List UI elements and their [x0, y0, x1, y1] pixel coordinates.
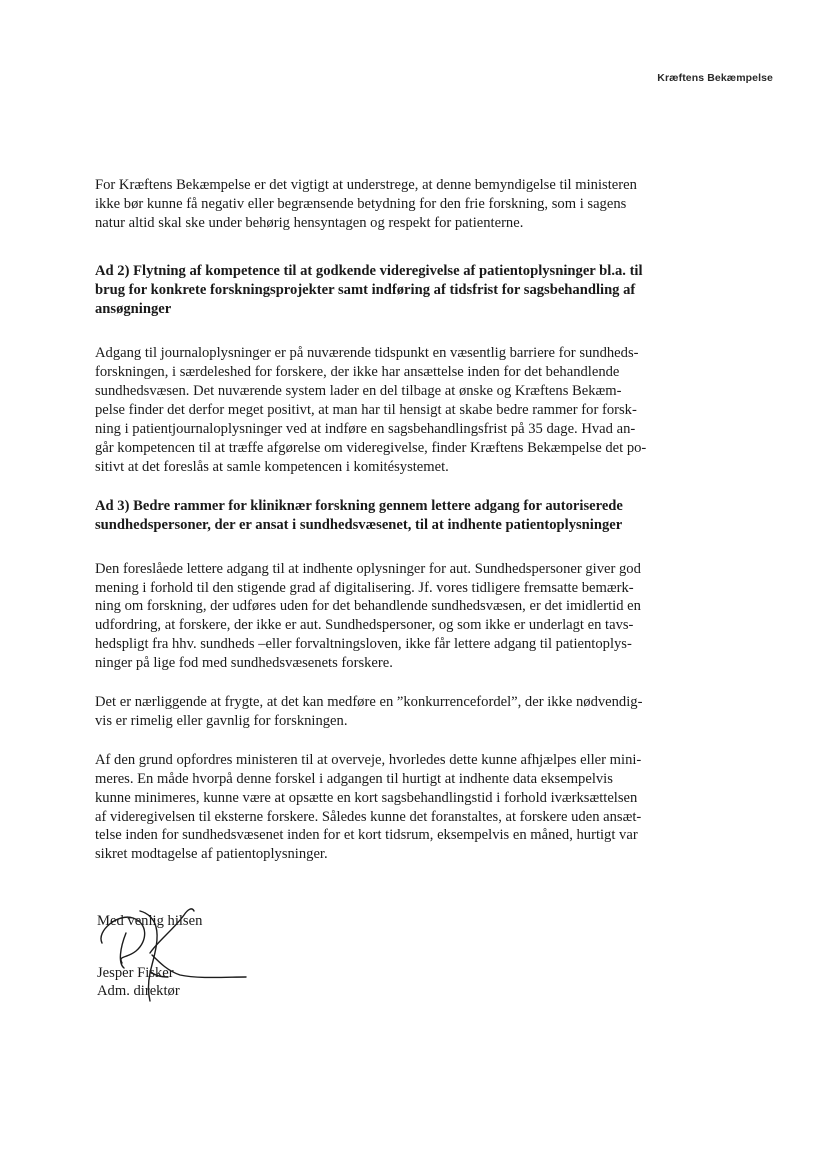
text-line: hedspligt fra hhv. sundheds –eller forvaltningsloven, ikke får lettere adgang til patientoplys- — [95, 636, 632, 653]
organization-header: Kræftens Bekæmpelse — [657, 72, 773, 84]
section-3-paragraph-3 — [95, 751, 707, 864]
heading-line: brug for konkrete forskningsprojekter samt indføring af tidsfrist for sagsbehandling af — [95, 281, 636, 298]
text-line: sikret modtagelse af patientoplysninger. — [95, 846, 328, 863]
text-line: sitivt at det foreslås at samle kompetencen i komitésystemet. — [95, 458, 449, 475]
handwritten-signature-icon — [88, 893, 258, 1003]
text-line: ninger på lige fod med sundhedsvæsenets forskere. — [95, 655, 393, 672]
text-line: telse inden for sundhedsvæsenet inden for et kort tidsrum, eksempelvis en måned, hurtigt var — [95, 827, 638, 844]
section-3-heading — [95, 497, 707, 535]
closing-greeting: Med venlig hilsen — [97, 913, 203, 929]
text-line: For Kræftens Bekæmpelse er det vigtigt at understrege, at denne bemyndigelse til ministeren — [95, 177, 637, 193]
text-line: kunne minimeres, kunne være at opsætte en kort sagsbehandlingstid i forhold iværksættelsen — [95, 789, 638, 806]
text-line: vis er rimelig eller gavnlig for forskningen. — [95, 712, 348, 729]
text-line: ning i patientjournaloplysninger ved at indføre en sagsbehandlingsfrist på 35 dage. Hvad an- — [95, 421, 636, 438]
intro-paragraph — [95, 176, 707, 233]
section-3-paragraph-1 — [95, 560, 707, 673]
letter-body — [95, 176, 707, 884]
text-line: natur altid skal ske under behørig hensyntagen og respekt for patienterne. — [95, 214, 524, 231]
text-line: Den foreslåede lettere adgang til at indhente oplysninger for aut. Sundhedspersoner giver god — [95, 560, 641, 577]
text-line: Det er nærliggende at frygte, at det kan medføre en ”konkurrencefordel”, der ikke nødvendig- — [95, 694, 643, 711]
text-line: meres. En måde hvorpå denne forskel i adgangen til hurtigt at indhente data eksempelvis — [95, 770, 613, 787]
text-line: Adgang til journaloplysninger er på nuværende tidspunkt en væsentlig barriere for sundheds- — [95, 345, 639, 362]
text-line: udfordring, at forskere, der ikke er aut. Sundhedspersoner, og som ikke er underlagt en tavs- — [95, 617, 634, 634]
signer-title: Adm. direktør — [97, 983, 180, 999]
section-3-paragraph-2 — [95, 693, 707, 731]
text-line: ikke bør kunne få negativ eller begrænsende betydning for den frie forskning, som i sagens — [95, 195, 627, 212]
section-2-paragraph — [95, 344, 707, 476]
text-line: Af den grund opfordres ministeren til at overveje, hvorledes dette kunne afhjælpes eller mini- — [95, 751, 642, 768]
heading-line: sundhedspersoner, der er ansat i sundhedsvæsenet, til at indhente patientoplysninger — [95, 516, 623, 533]
section-2-heading — [95, 262, 707, 319]
text-line: går kompetencen til at træffe afgørelse om videregivelse, finder Kræftens Bekæmpelse det po- — [95, 439, 647, 456]
heading-line: Ad 3) Bedre rammer for kliniknær forskning gennem lettere adgang for autoriserede — [95, 497, 623, 514]
text-line: forskningen, i særdeleshed for forskere, der ikke har ansættelse inden for det behandlende — [95, 364, 620, 381]
heading-line: ansøgninger — [95, 300, 172, 317]
text-line: ning om forskning, der udføres uden for det behandlende sundhedsvæsen, er det imidlertid en — [95, 598, 641, 615]
text-line: af videregivelsen til eksterne forskere. Således kunne det foranstaltes, at forskere uden ansæt- — [95, 808, 642, 825]
text-line: mening i forhold til den stigende grad af digitalisering. Jf. vores tidligere fremsatte bemærk- — [95, 579, 634, 596]
signer-name: Jesper Fisker — [97, 964, 174, 981]
text-line: pelse finder det derfor meget positivt, at man har til hensigt at skabe bedre rammer for forsk- — [95, 402, 637, 419]
text-line: sundhedsvæsen. Det nuværende system lader en del tilbage at ønske og Kræftens Bekæm- — [95, 383, 622, 400]
heading-line: Ad 2) Flytning af kompetence til at godkende videregivelse af patientoplysninger bl.a. til — [95, 262, 643, 279]
